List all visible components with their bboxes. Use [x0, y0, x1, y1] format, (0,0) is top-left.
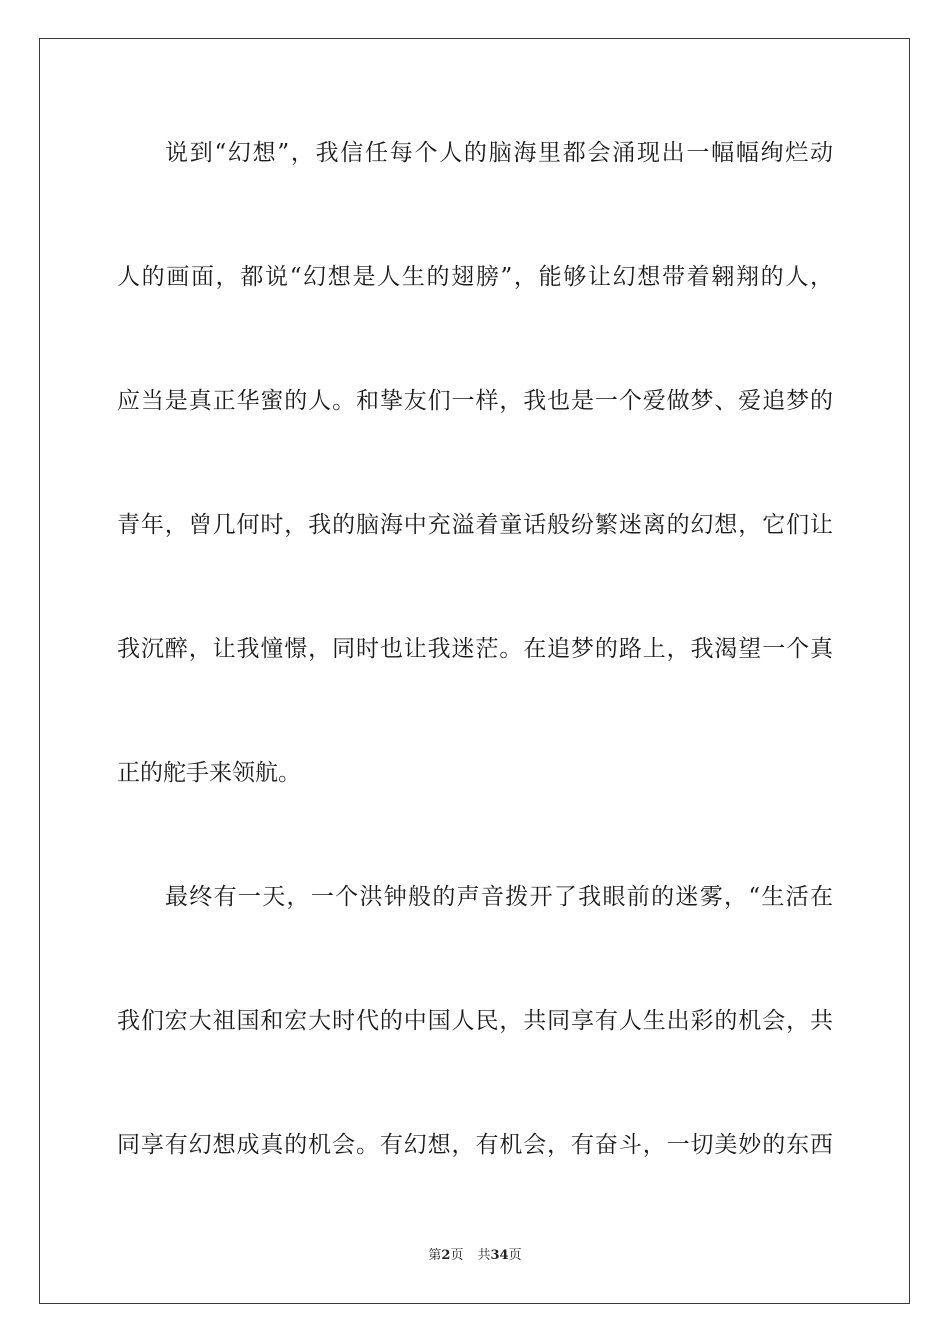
- text-line: 说到“幻想”，我信任每个人的脑海里都会涌现出一幅幅绚烂动: [165, 140, 833, 166]
- text-line: 应当是真正华蜜的人。和挚友们一样，我也是一个爱做梦、爱追梦的: [117, 388, 833, 414]
- text-line: 我沉醉，让我憧憬，同时也让我迷茫。在追梦的路上，我渴望一个真: [117, 636, 833, 662]
- page-suffix: 页: [450, 1248, 464, 1263]
- text-line: 同享有幻想成真的机会。有幻想，有机会，有奋斗，一切美妙的东西: [117, 1132, 833, 1158]
- page-border: [39, 38, 910, 1304]
- page-number: 2: [441, 1248, 451, 1263]
- text-line: 人的画面，都说“幻想是人生的翅膀”，能够让幻想带着翱翔的人，: [117, 264, 833, 290]
- text-line: 青年，曾几何时，我的脑海中充溢着童话般纷繁迷离的幻想，它们让: [117, 512, 833, 538]
- text-line: 最终有一天，一个洪钟般的声音拨开了我眼前的迷雾，“生活在: [165, 884, 833, 910]
- page-footer: [0, 1248, 950, 1264]
- text-line: 我们宏大祖国和宏大时代的中国人民，共同享有人生出彩的机会，共: [117, 1008, 833, 1034]
- page-prefix: 第: [428, 1248, 442, 1263]
- total-pages: 34: [490, 1248, 509, 1263]
- total-suffix: 页: [508, 1248, 522, 1263]
- text-line: 正的舵手来领航。: [117, 760, 301, 786]
- total-prefix: 共: [477, 1248, 491, 1263]
